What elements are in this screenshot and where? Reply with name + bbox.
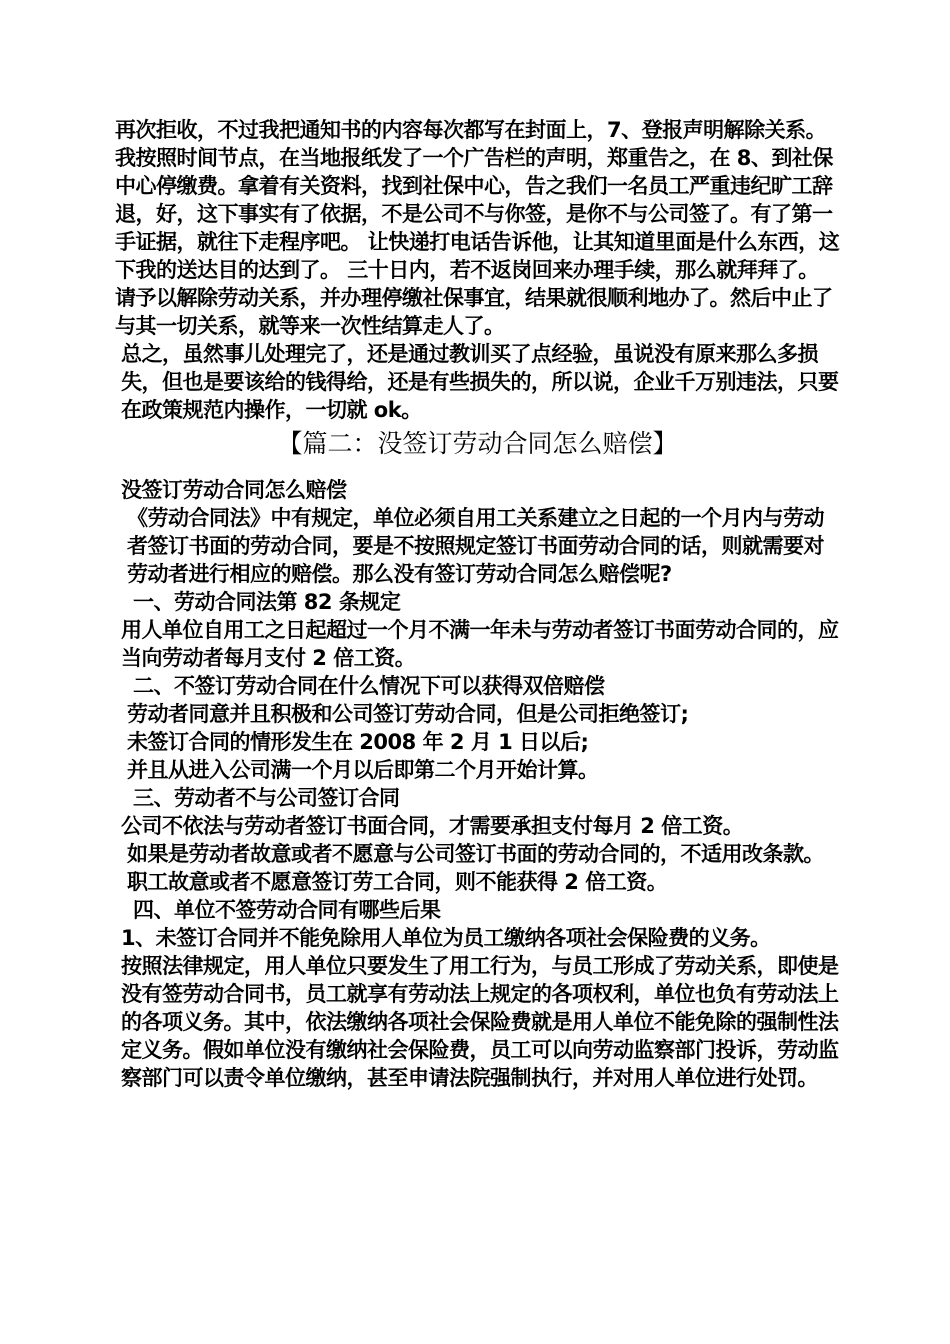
section-1-text: 用人单位自用工之日起超过一个月不满一年未与劳动者签订书面劳动合同的，应当向劳动者每月支付 2 倍工资。 bbox=[121, 618, 839, 670]
intro-paragraph: 《劳动合同法》中有规定，单位必须自用工关系建立之日起的一个月内与劳动者签订书面的劳动合同，要是不按照规定签订书面劳动合同的话，则就需要对劳动者进行相应的赔偿。那么没有签订劳动合同怎么赔偿呢? bbox=[127, 506, 824, 586]
section-1-title: 一、劳动合同法第 82 条规定 bbox=[133, 590, 401, 614]
section-3-item-2: 如果是劳动者故意或者不愿意与公司签订书面的劳动合同的，不适用改条款。 bbox=[127, 842, 824, 866]
document-page bbox=[115, 116, 840, 1092]
section-4-title: 四、单位不签劳动合同有哪些后果 bbox=[133, 898, 441, 922]
paragraph-dismissal-process: 再次拒收，不过我把通知书的内容每次都写在封面上，7、登报声明解除关系。我按照时间节点，在当地报纸发了一个广告栏的声明，郑重告之，在 8、到社保中心停缴费。拿着有关资料，找到社保中心，告之我们一名员工严重违纪旷工辞退，好，这下事实有了依据，不是公司不与你签，是你不与公司签了。有了第一手证据，就往下走程序吧。 让快递打电话告诉他，让其知道里面是什么东西，这下我的送达目的达到了。 三十日内，若不返岗回来办理手续，那么就拜拜了。 请予以解除劳动关系，并办理停缴社保事宜，结果就很顺利地办了。然后中止了与其一切关系，就等来一次性结算走人了。 bbox=[115, 118, 840, 338]
paragraph-conclusion: 总之，虽然事儿处理完了，还是通过教训买了点经验，虽说没有原来那么多损失，但也是要该给的钱得给，还是有些损失的，所以说，企业千万别违法，只要在政策规范内操作，一切就 ok。 bbox=[121, 342, 839, 422]
section-3-item-3: 职工故意或者不愿意签订劳工合同，则不能获得 2 倍工资。 bbox=[127, 870, 668, 894]
section-2-item-1: 劳动者同意并且积极和公司签订劳动合同，但是公司拒绝签订; bbox=[127, 702, 689, 726]
section-2-item-3: 并且从进入公司满一个月以后即第二个月开始计算。 bbox=[127, 758, 599, 782]
section-4-item-2: 按照法律规定，用人单位只要发生了用工行为，与员工形成了劳动关系，即使是没有签劳动合同书，员工就享有劳动法上规定的各项权利，单位也负有劳动法上的各项义务。其中，依法缴纳各项社会保险费就是用人单位不能免除的强制性法定义务。假如单位没有缴纳社会保险费，员工可以向劳动监察部门投诉，劳动监察部门可以责令单位缴纳，甚至申请法院强制执行，并对用人单位进行处罚。 bbox=[121, 954, 839, 1090]
section-2-item-2: 未签订合同的情形发生在 2008 年 2 月 1 日以后; bbox=[127, 730, 589, 754]
section-3-item-1: 公司不依法与劳动者签订书面合同，才需要承担支付每月 2 倍工资。 bbox=[121, 814, 744, 838]
section-3-title: 三、劳动者不与公司签订合同 bbox=[133, 786, 400, 810]
article-heading: 没签订劳动合同怎么赔偿 bbox=[121, 478, 347, 502]
section-2-title: 二、不签订劳动合同在什么情况下可以获得双倍赔偿 bbox=[133, 674, 605, 698]
section-title: 【篇二：没签订劳动合同怎么赔偿】 bbox=[277, 429, 678, 458]
section-4-item-1: 1、未签订合同并不能免除用人单位为员工缴纳各项社会保险费的义务。 bbox=[121, 926, 771, 950]
